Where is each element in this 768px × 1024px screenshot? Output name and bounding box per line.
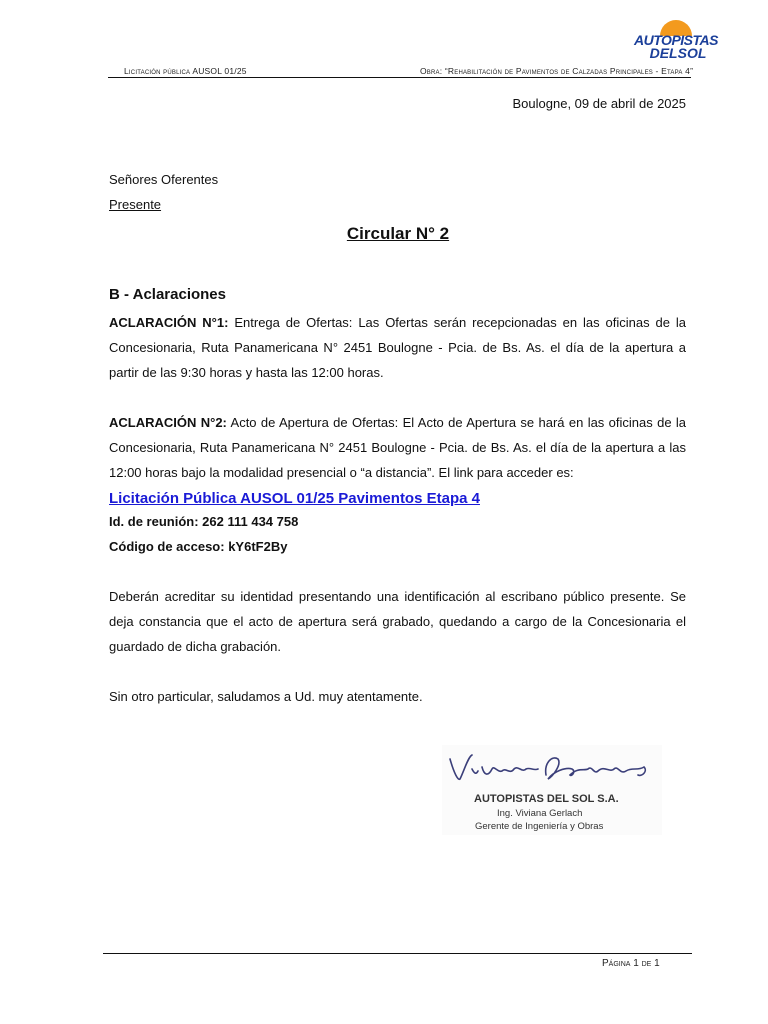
aclaracion-2-paragraph [109,410,686,485]
access-code: Código de acceso: kY6tF2By [109,539,288,554]
letter-date: Boulogne, 09 de abril de 2025 [512,96,686,111]
page-number: Página 1 de 1 [602,958,660,969]
signature-company: AUTOPISTAS DEL SOL S.A. [474,793,619,805]
recipient-presente: Presente [109,197,162,212]
header-tender-ref: Licitación pública AUSOL 01/25 [124,66,247,76]
autopistas-del-sol-logo [626,16,726,60]
section-heading: B - Aclaraciones [109,286,226,303]
meeting-id: Id. de reunión: 262 111 434 758 [109,514,299,529]
header-divider [108,77,691,78]
aclaracion-1-text: Entrega de Ofertas: Las Ofertas serán recepcionadas en las oficinas de la Concesionaria, Ruta Panamericana N° 2451 Boulogne - Pcia. de Bs. As. el día de la apertura a partir de las 9:30 horas y hasta las 12:00 horas. [109,315,687,380]
aclaracion-1-label: ACLARACIÓN N°1: [109,315,229,330]
aclaracion-1-paragraph [109,310,686,385]
aclaracion-2-label: ACLARACIÓN N°2: [109,415,227,430]
meeting-link[interactable]: Licitación Pública AUSOL 01/25 Pavimentos Etapa 4 [109,490,480,507]
signature-role: Gerente de Ingeniería y Obras [475,821,604,832]
svg-text:AUTOPISTAS: AUTOPISTAS [634,32,718,48]
aclaracion-2-text: Acto de Apertura de Ofertas: El Acto de Apertura se hará en las oficinas de la Concesionaria, Ruta Panamericana N° 2451 Boulogne - Pcia. de Bs. As. el día de la apertura a las 12:00 horas bajo la modalidad presencial o “a distancia”. El link para acceder es: [109,415,687,480]
closing-line: Sin otro particular, saludamos a Ud. muy atentamente. [109,689,423,704]
signature-name: Ing. Viviana Gerlach [497,808,583,819]
svg-text:DELSOL: DELSOL [649,45,707,60]
recipient-line: Señores Oferentes [109,172,219,187]
circular-title: Circular N° 2 [346,224,450,243]
header-work-title: Obra: “Rehabilitación de Pavimentos de Calzadas Principales - Etapa 4” [420,66,694,76]
identity-paragraph: Deberán acreditar su identidad presentando una identificación al escribano público presente. Se deja constancia que el acto de apertura será grabado, quedando a cargo de la Concesionaria el guardado de dicha grabación. [109,589,686,654]
footer-divider [103,953,692,954]
